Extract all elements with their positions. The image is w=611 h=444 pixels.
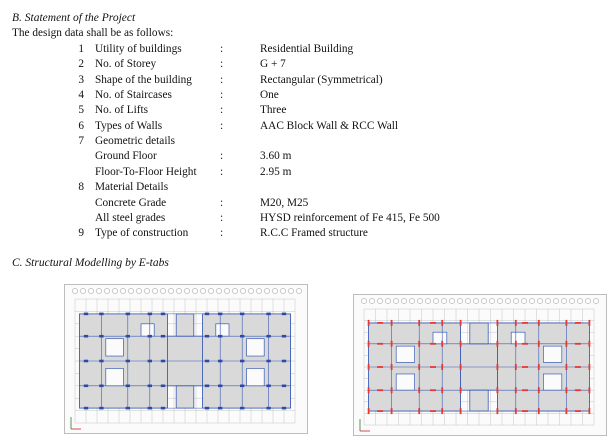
grid-bubble <box>473 298 478 303</box>
wall-mark <box>589 408 591 414</box>
wall-mark <box>377 322 383 324</box>
wall-mark <box>377 389 383 391</box>
column-mark <box>126 407 130 410</box>
opening <box>396 346 414 362</box>
grid-bubble <box>152 288 157 293</box>
column-mark <box>266 335 270 338</box>
wall-mark <box>566 387 568 393</box>
wall-mark <box>460 408 462 414</box>
column-mark <box>266 385 270 388</box>
wall-mark <box>391 341 393 347</box>
wall-mark <box>589 320 591 326</box>
grid-bubble <box>264 288 269 293</box>
grid-bubble <box>104 288 109 293</box>
section-c-heading: C. Structural Modelling by E-tabs <box>12 257 169 269</box>
opening <box>543 346 561 362</box>
wall-mark <box>368 408 370 414</box>
row-label: No. of Storey <box>95 58 157 71</box>
opening <box>543 374 561 390</box>
wall-mark <box>368 364 370 370</box>
etabs-plan-view-columns <box>65 285 307 433</box>
wall-mark <box>566 341 568 347</box>
grid-bubble <box>433 298 438 303</box>
wall-mark <box>522 343 528 345</box>
column-mark <box>218 407 222 410</box>
wall-mark <box>391 387 393 393</box>
wall-mark <box>418 408 420 414</box>
grid-bubble <box>553 298 558 303</box>
left-plan-figure <box>64 284 308 434</box>
wall-mark <box>418 341 420 347</box>
row-colon: : <box>220 165 224 178</box>
wall-mark <box>589 364 591 370</box>
row-value: Three <box>260 104 287 117</box>
row-colon: : <box>220 150 224 163</box>
wall-mark <box>522 410 528 412</box>
row-label: Material Details <box>95 181 169 194</box>
row-colon: : <box>220 211 224 224</box>
grid-bubble <box>369 298 374 303</box>
row-value: 3.60 m <box>260 150 292 163</box>
column-mark <box>205 385 209 388</box>
column-mark <box>282 313 286 316</box>
grid-bubble <box>545 298 550 303</box>
row-label: Ground Floor <box>95 150 157 163</box>
row-number: 5 <box>78 104 84 117</box>
column-mark <box>161 335 165 338</box>
row-colon: : <box>220 227 224 240</box>
wall-mark <box>368 320 370 326</box>
grid-bubble <box>481 298 486 303</box>
column-mark <box>126 385 130 388</box>
opening <box>511 332 525 344</box>
column-mark <box>266 407 270 410</box>
row-label: Concrete Grade <box>95 196 167 209</box>
column-mark <box>99 407 103 410</box>
wall-mark <box>515 364 517 370</box>
wall-mark <box>538 341 540 347</box>
grid-bubble <box>168 288 173 293</box>
wall-mark <box>460 387 462 393</box>
column-mark <box>161 313 165 316</box>
grid-bubble <box>585 298 590 303</box>
row-colon: : <box>220 73 224 86</box>
wall-mark <box>538 408 540 414</box>
etabs-plan-view-walls <box>354 295 606 435</box>
grid-bubble <box>417 298 422 303</box>
grid-bubble <box>529 298 534 303</box>
wall-mark <box>566 320 568 326</box>
column-mark <box>148 360 152 363</box>
grid-bubble <box>88 288 93 293</box>
section-b-heading: B. Statement of the Project <box>12 12 136 24</box>
row-value: 2.95 m <box>260 165 292 178</box>
grid-bubble <box>465 298 470 303</box>
wall-mark <box>441 364 443 370</box>
column-mark <box>148 335 152 338</box>
row-number: 6 <box>78 119 84 132</box>
wall-mark <box>538 387 540 393</box>
slab-area <box>176 386 194 408</box>
wall-mark <box>441 341 443 347</box>
wall-mark <box>430 410 436 412</box>
row-value: HYSD reinforcement of Fe 415, Fe 500 <box>260 211 440 224</box>
wall-mark <box>430 322 436 324</box>
wall-mark <box>575 343 581 345</box>
column-mark <box>161 385 165 388</box>
grid-bubble <box>208 288 213 293</box>
column-mark <box>282 407 286 410</box>
grid-bubble <box>409 298 414 303</box>
grid-bubble <box>144 288 149 293</box>
column-mark <box>205 407 209 410</box>
column-mark <box>205 360 209 363</box>
grid-bubble <box>96 288 101 293</box>
grid-bubble <box>489 298 494 303</box>
grid-bubble <box>401 298 406 303</box>
row-number: 1 <box>78 43 84 55</box>
wall-mark <box>497 341 499 347</box>
row-label: Floor-To-Floor Height <box>95 165 197 178</box>
column-mark <box>148 313 152 316</box>
grid-bubble <box>593 298 598 303</box>
opening <box>216 324 229 336</box>
row-number: 4 <box>78 89 84 102</box>
wall-mark <box>515 387 517 393</box>
opening <box>106 368 124 385</box>
slab-area <box>470 390 488 411</box>
wall-mark <box>377 410 383 412</box>
column-mark <box>84 360 88 363</box>
grid-bubble <box>128 288 133 293</box>
row-value: G + 7 <box>260 58 286 71</box>
column-mark <box>161 360 165 363</box>
wall-mark <box>391 320 393 326</box>
grid-bubble <box>361 298 366 303</box>
wall-mark <box>522 322 528 324</box>
column-mark <box>205 335 209 338</box>
column-mark <box>218 313 222 316</box>
column-mark <box>282 360 286 363</box>
opening <box>433 332 447 344</box>
grid-bubble <box>232 288 237 293</box>
wall-mark <box>589 341 591 347</box>
wall-mark <box>418 320 420 326</box>
column-mark <box>99 385 103 388</box>
grid-bubble <box>393 298 398 303</box>
row-number: 9 <box>78 227 84 240</box>
column-mark <box>266 313 270 316</box>
wall-mark <box>575 389 581 391</box>
wall-mark <box>515 408 517 414</box>
grid-bubble <box>176 288 181 293</box>
row-value: One <box>260 89 279 102</box>
wall-mark <box>441 387 443 393</box>
row-label: No. of Lifts <box>95 104 149 117</box>
grid-bubble <box>513 298 518 303</box>
column-mark <box>126 313 130 316</box>
column-mark <box>126 335 130 338</box>
grid-bubble <box>136 288 141 293</box>
column-mark <box>282 335 286 338</box>
wall-mark <box>497 387 499 393</box>
grid-bubble <box>120 288 125 293</box>
column-mark <box>99 313 103 316</box>
grid-bubble <box>192 288 197 293</box>
row-colon: : <box>220 58 224 71</box>
opening <box>396 374 414 390</box>
row-number: 3 <box>78 73 84 86</box>
slab-area <box>470 323 488 344</box>
intro-text: The design data shall be as follows: <box>12 27 174 39</box>
column-mark <box>148 407 152 410</box>
row-colon: : <box>220 89 224 102</box>
wall-mark <box>497 364 499 370</box>
right-plan-figure <box>353 294 607 436</box>
column-mark <box>240 407 244 410</box>
wall-mark <box>566 364 568 370</box>
column-mark <box>99 360 103 363</box>
grid-bubble <box>112 288 117 293</box>
row-value: R.C.C Framed structure <box>260 227 368 240</box>
row-label: No. of Staircases <box>95 89 172 102</box>
wall-mark <box>538 364 540 370</box>
column-mark <box>84 335 88 338</box>
wall-mark <box>515 320 517 326</box>
wall-mark <box>441 408 443 414</box>
grid-bubble <box>288 288 293 293</box>
opening <box>141 324 154 336</box>
row-number: 2 <box>78 58 84 71</box>
wall-mark <box>460 341 462 347</box>
column-mark <box>84 313 88 316</box>
opening <box>247 368 265 385</box>
wall-mark <box>430 343 436 345</box>
wall-mark <box>515 341 517 347</box>
grid-bubble <box>497 298 502 303</box>
column-mark <box>240 313 244 316</box>
row-value: Residential Building <box>260 43 354 55</box>
column-mark <box>266 360 270 363</box>
row-label: Types of Walls <box>95 119 163 132</box>
grid-bubble <box>80 288 85 293</box>
column-mark <box>218 335 222 338</box>
column-mark <box>240 360 244 363</box>
grid-bubble <box>521 298 526 303</box>
wall-mark <box>391 408 393 414</box>
grid-bubble <box>577 298 582 303</box>
grid-bubble <box>200 288 205 293</box>
row-number: 7 <box>78 135 84 148</box>
row-number: 8 <box>78 181 84 194</box>
column-mark <box>161 407 165 410</box>
grid-bubble <box>457 298 462 303</box>
grid-bubble <box>505 298 510 303</box>
wall-mark <box>575 322 581 324</box>
wall-mark <box>538 320 540 326</box>
wall-mark <box>430 389 436 391</box>
grid-bubble <box>280 288 285 293</box>
wall-mark <box>575 410 581 412</box>
grid-bubble <box>441 298 446 303</box>
grid-bubble <box>377 298 382 303</box>
column-mark <box>240 335 244 338</box>
column-mark <box>218 360 222 363</box>
column-mark <box>205 313 209 316</box>
row-value: Rectangular (Symmetrical) <box>260 73 383 86</box>
wall-mark <box>368 387 370 393</box>
row-colon: : <box>220 104 224 117</box>
wall-mark <box>522 389 528 391</box>
row-label: Geometric details <box>95 135 175 148</box>
slab-area <box>176 314 194 336</box>
row-label: Type of construction <box>95 227 189 240</box>
wall-mark <box>460 364 462 370</box>
grid-bubble <box>184 288 189 293</box>
wall-mark <box>391 364 393 370</box>
grid-bubble <box>537 298 542 303</box>
column-mark <box>84 407 88 410</box>
grid-bubble <box>240 288 245 293</box>
row-label: Shape of the building <box>95 73 192 86</box>
grid-bubble <box>256 288 261 293</box>
wall-mark <box>589 387 591 393</box>
column-mark <box>282 385 286 388</box>
column-mark <box>84 385 88 388</box>
grid-bubble <box>569 298 574 303</box>
grid-bubble <box>160 288 165 293</box>
row-colon: : <box>220 196 224 209</box>
wall-mark <box>522 366 528 368</box>
wall-mark <box>575 366 581 368</box>
wall-mark <box>497 408 499 414</box>
grid-bubble <box>385 298 390 303</box>
wall-mark <box>377 343 383 345</box>
column-mark <box>240 385 244 388</box>
row-colon: : <box>220 43 224 55</box>
column-mark <box>218 385 222 388</box>
wall-mark <box>441 320 443 326</box>
grid-bubble <box>449 298 454 303</box>
wall-mark <box>418 387 420 393</box>
opening <box>106 339 124 356</box>
row-colon: : <box>220 119 224 132</box>
grid-bubble <box>296 288 301 293</box>
row-label: All steel grades <box>95 211 166 224</box>
grid-bubble <box>72 288 77 293</box>
row-value: M20, M25 <box>260 196 309 209</box>
wall-mark <box>460 320 462 326</box>
grid-bubble <box>561 298 566 303</box>
row-label: Utility of buildings <box>95 43 182 55</box>
grid-bubble <box>216 288 221 293</box>
wall-mark <box>418 364 420 370</box>
grid-bubble <box>425 298 430 303</box>
grid-bubble <box>272 288 277 293</box>
wall-mark <box>377 366 383 368</box>
column-mark <box>99 335 103 338</box>
opening <box>247 339 265 356</box>
grid-bubble <box>224 288 229 293</box>
column-mark <box>148 385 152 388</box>
column-mark <box>126 360 130 363</box>
wall-mark <box>430 366 436 368</box>
wall-mark <box>566 408 568 414</box>
wall-mark <box>497 320 499 326</box>
wall-mark <box>368 341 370 347</box>
grid-bubble <box>248 288 253 293</box>
row-value: AAC Block Wall & RCC Wall <box>260 119 399 132</box>
